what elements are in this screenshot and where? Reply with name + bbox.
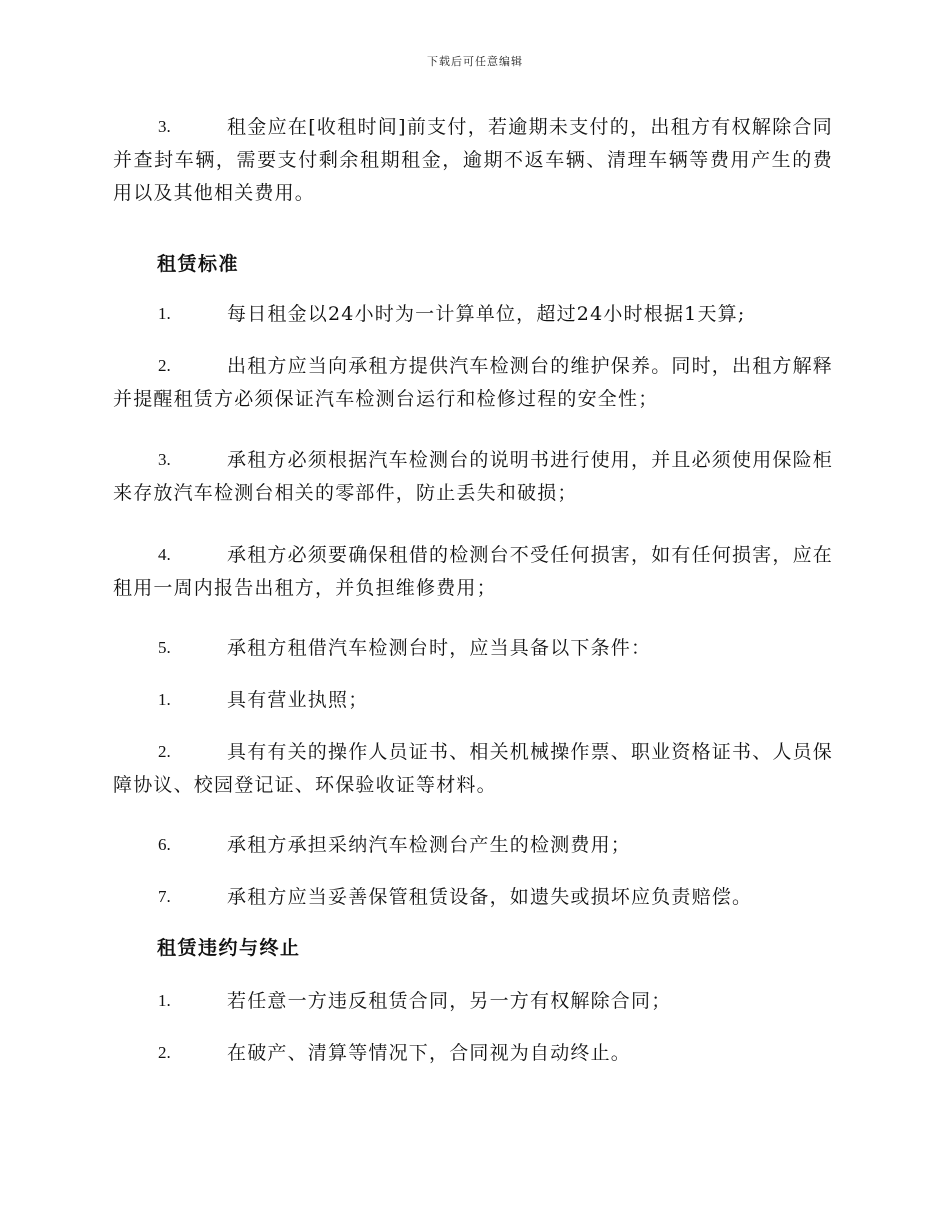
- clause-number: 3.: [158, 450, 171, 469]
- clause-text: 出租方应当向承租方提供汽车检测台的维护保养。同时，出租方解释并提醒租赁方必须保证汽车检测台运行和检修过程的安全性；: [113, 355, 834, 410]
- clause-item: [113, 111, 833, 210]
- page-header: 下载后可任意编辑: [427, 55, 523, 68]
- clause-text: 在破产、清算等情况下，合同视为自动终止。: [227, 1042, 632, 1064]
- clause-item: [113, 632, 833, 665]
- section-heading: 租赁标准: [157, 253, 240, 275]
- clause-text: 具有有关的操作人员证书、相关机械操作票、职业资格证书、人员保障协议、校园登记证、环保验收证等材料。: [113, 741, 834, 796]
- section-heading: 租赁违约与终止: [157, 937, 301, 959]
- clause-item: [113, 829, 833, 862]
- clause-number: 2.: [158, 742, 171, 761]
- clause-item: [113, 444, 833, 510]
- clause-item: [113, 881, 833, 914]
- clause-number: 2.: [158, 356, 171, 375]
- clause-number: 7.: [158, 887, 171, 906]
- clause-item: [113, 736, 833, 802]
- clause-number: 5.: [158, 638, 171, 657]
- clause-number: 4.: [158, 545, 171, 564]
- clause-item: [113, 985, 833, 1018]
- clause-text: 租金应在[收租时间]前支付，若逾期未支付的，出租方有权解除合同并查封车辆，需要支付剩余租期租金，逾期不返车辆、清理车辆等费用产生的费用以及其他相关费用。: [113, 116, 833, 204]
- clause-number: 1.: [158, 991, 171, 1010]
- clause-item: [113, 1037, 833, 1070]
- clause-text: 承租方必须根据汽车检测台的说明书进行使用，并且必须使用保险柜来存放汽车检测台相关的零部件，防止丢失和破损；: [113, 449, 834, 504]
- clause-text: 具有营业执照；: [227, 689, 369, 711]
- clause-text: 承租方必须要确保租借的检测台不受任何损害，如有任何损害，应在租用一周内报告出租方，并负担维修费用；: [113, 544, 834, 599]
- clause-number: 1.: [158, 690, 171, 709]
- clause-text: 若任意一方违反租赁合同，另一方有权解除合同；: [227, 990, 672, 1012]
- clause-number: 3.: [158, 117, 171, 136]
- clause-item: [113, 350, 833, 416]
- clause-text: 每日租金以24小时为一计算单位，超过24小时根据1天算;: [227, 303, 746, 325]
- clause-text: 承租方承担采纳汽车检测台产生的检测费用；: [227, 834, 632, 856]
- clause-text: 承租方租借汽车检测台时，应当具备以下条件：: [227, 637, 652, 659]
- clause-item: [113, 684, 833, 717]
- clause-item: [113, 298, 833, 331]
- clause-text: 承租方应当妥善保管租赁设备，如遗失或损坏应负责赔偿。: [227, 886, 753, 908]
- clause-number: 6.: [158, 835, 171, 854]
- clause-number: 2.: [158, 1043, 171, 1062]
- clause-number: 1.: [158, 304, 171, 323]
- clause-item: [113, 539, 833, 605]
